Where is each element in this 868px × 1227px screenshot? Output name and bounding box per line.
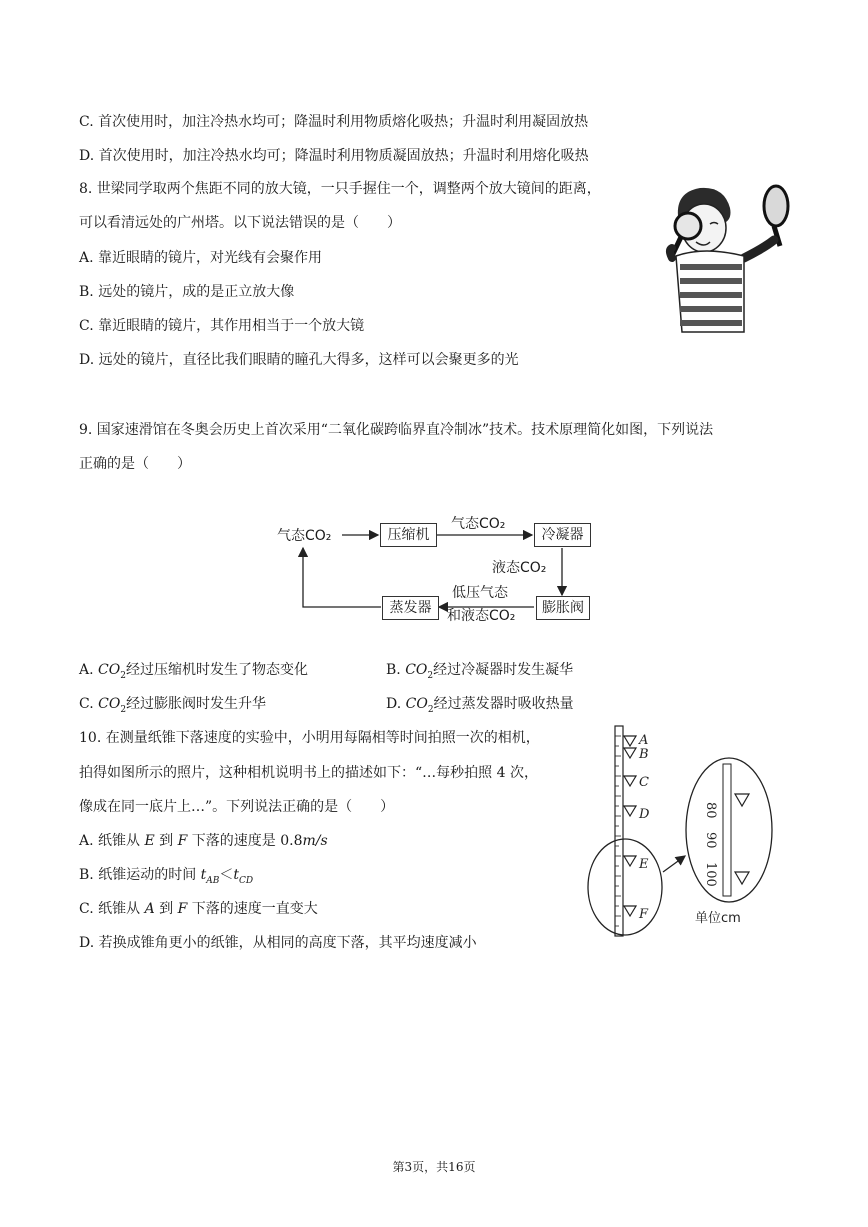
q9-stem-line2: 正确的是（ ） — [79, 456, 191, 472]
cone-label-a: A — [639, 733, 649, 748]
box-expansion-valve: 膨胀阀 — [536, 596, 590, 620]
label-and-liquid-co2: 和液态CO₂ — [447, 608, 516, 624]
cone-label-c: C — [639, 775, 649, 790]
box-compressor: 压缩机 — [380, 523, 437, 547]
tick-80: 80 — [703, 802, 718, 819]
label-arrow-gaseous-co2: 气态CO₂ — [451, 516, 506, 532]
q9-option-b: B. $CO_2$经过冷凝器时发生凝华 — [386, 662, 574, 681]
cone-label-b: B — [639, 747, 649, 762]
box-condenser: 冷凝器 — [534, 523, 591, 547]
falling-cone-figure — [585, 722, 785, 942]
tick-90: 90 — [703, 832, 718, 849]
q10-stem-line1: 10. 在测量纸锥下落速度的实验中，小明用每隔相等时间拍照一次的相机， — [79, 730, 540, 746]
label-liquid-co2: 液态CO₂ — [492, 560, 547, 576]
q8-option-a: A. 靠近眼睛的镜片，对光线有会聚作用 — [79, 250, 323, 266]
tick-100: 100 — [703, 862, 718, 887]
label-low-pressure-gas: 低压气态 — [452, 585, 508, 601]
cone-label-d: D — [639, 807, 650, 822]
q8-option-c: C. 靠近眼睛的镜片，其作用相当于一个放大镜 — [79, 318, 365, 334]
q7-option-c: C. 首次使用时，加注冷热水均可；降温时利用物质熔化吸热；升温时利用凝固放热 — [79, 114, 589, 130]
q9-option-d: D. $CO_2$经过蒸发器时吸收热量 — [386, 696, 574, 715]
q8-option-d: D. 远处的镜片，直径比我们眼睛的瞳孔大得多，这样可以会聚更多的光 — [79, 352, 519, 368]
q10-option-d: D. 若换成锥角更小的纸锥，从相同的高度下落，其平均速度减小 — [79, 935, 477, 951]
q9-option-c: C. $CO_2$经过膨胀阀时发生升华 — [79, 696, 267, 715]
q8-stem-line1: 8. 世梁同学取两个焦距不同的放大镜，一只手握住一个，调整两个放大镜间的距离， — [79, 181, 601, 197]
q10-option-b: B. 纸锥运动的时间 $t_{AB}<t_{CD}$ — [79, 867, 254, 886]
q9-option-a: A. $CO_2$经过压缩机时发生了物态变化 — [79, 662, 308, 681]
cone-label-e: E — [639, 857, 649, 872]
q10-option-c: C. 纸锥从 A 到 F 下落的速度一直变大 — [79, 901, 318, 917]
q8-option-b: B. 远处的镜片，成的是正立放大像 — [79, 284, 295, 300]
cone-label-f: F — [639, 907, 649, 922]
q10-option-a: A. 纸锥从 E 到 F 下落的速度是 0.8m/s — [79, 833, 328, 849]
q10-stem-line2: 拍得如图所示的照片，这种相机说明书上的描述如下：“…每秒拍照 4 次， — [79, 765, 538, 781]
q7-option-d: D. 首次使用时，加注冷热水均可；降温时利用物质凝固放热；升温时利用熔化吸热 — [79, 148, 589, 164]
q8-stem-line2: 可以看清远处的广州塔。以下说法错误的是（ ） — [79, 215, 401, 231]
page-footer: 第3页，共16页 — [392, 1160, 476, 1174]
label-gaseous-co2: 气态CO₂ — [277, 528, 332, 544]
q10-stem-line3: 像成在同一底片上…”。下列说法正确的是（ ） — [79, 799, 395, 815]
unit-label: 单位cm — [695, 911, 741, 926]
q9-stem-line1: 9. 国家速滑馆在冬奥会历史上首次采用“二氧化碳跨临界直冷制冰”技术。技术原理简化如图，下列说法 — [79, 422, 714, 438]
box-evaporator: 蒸发器 — [382, 596, 439, 620]
